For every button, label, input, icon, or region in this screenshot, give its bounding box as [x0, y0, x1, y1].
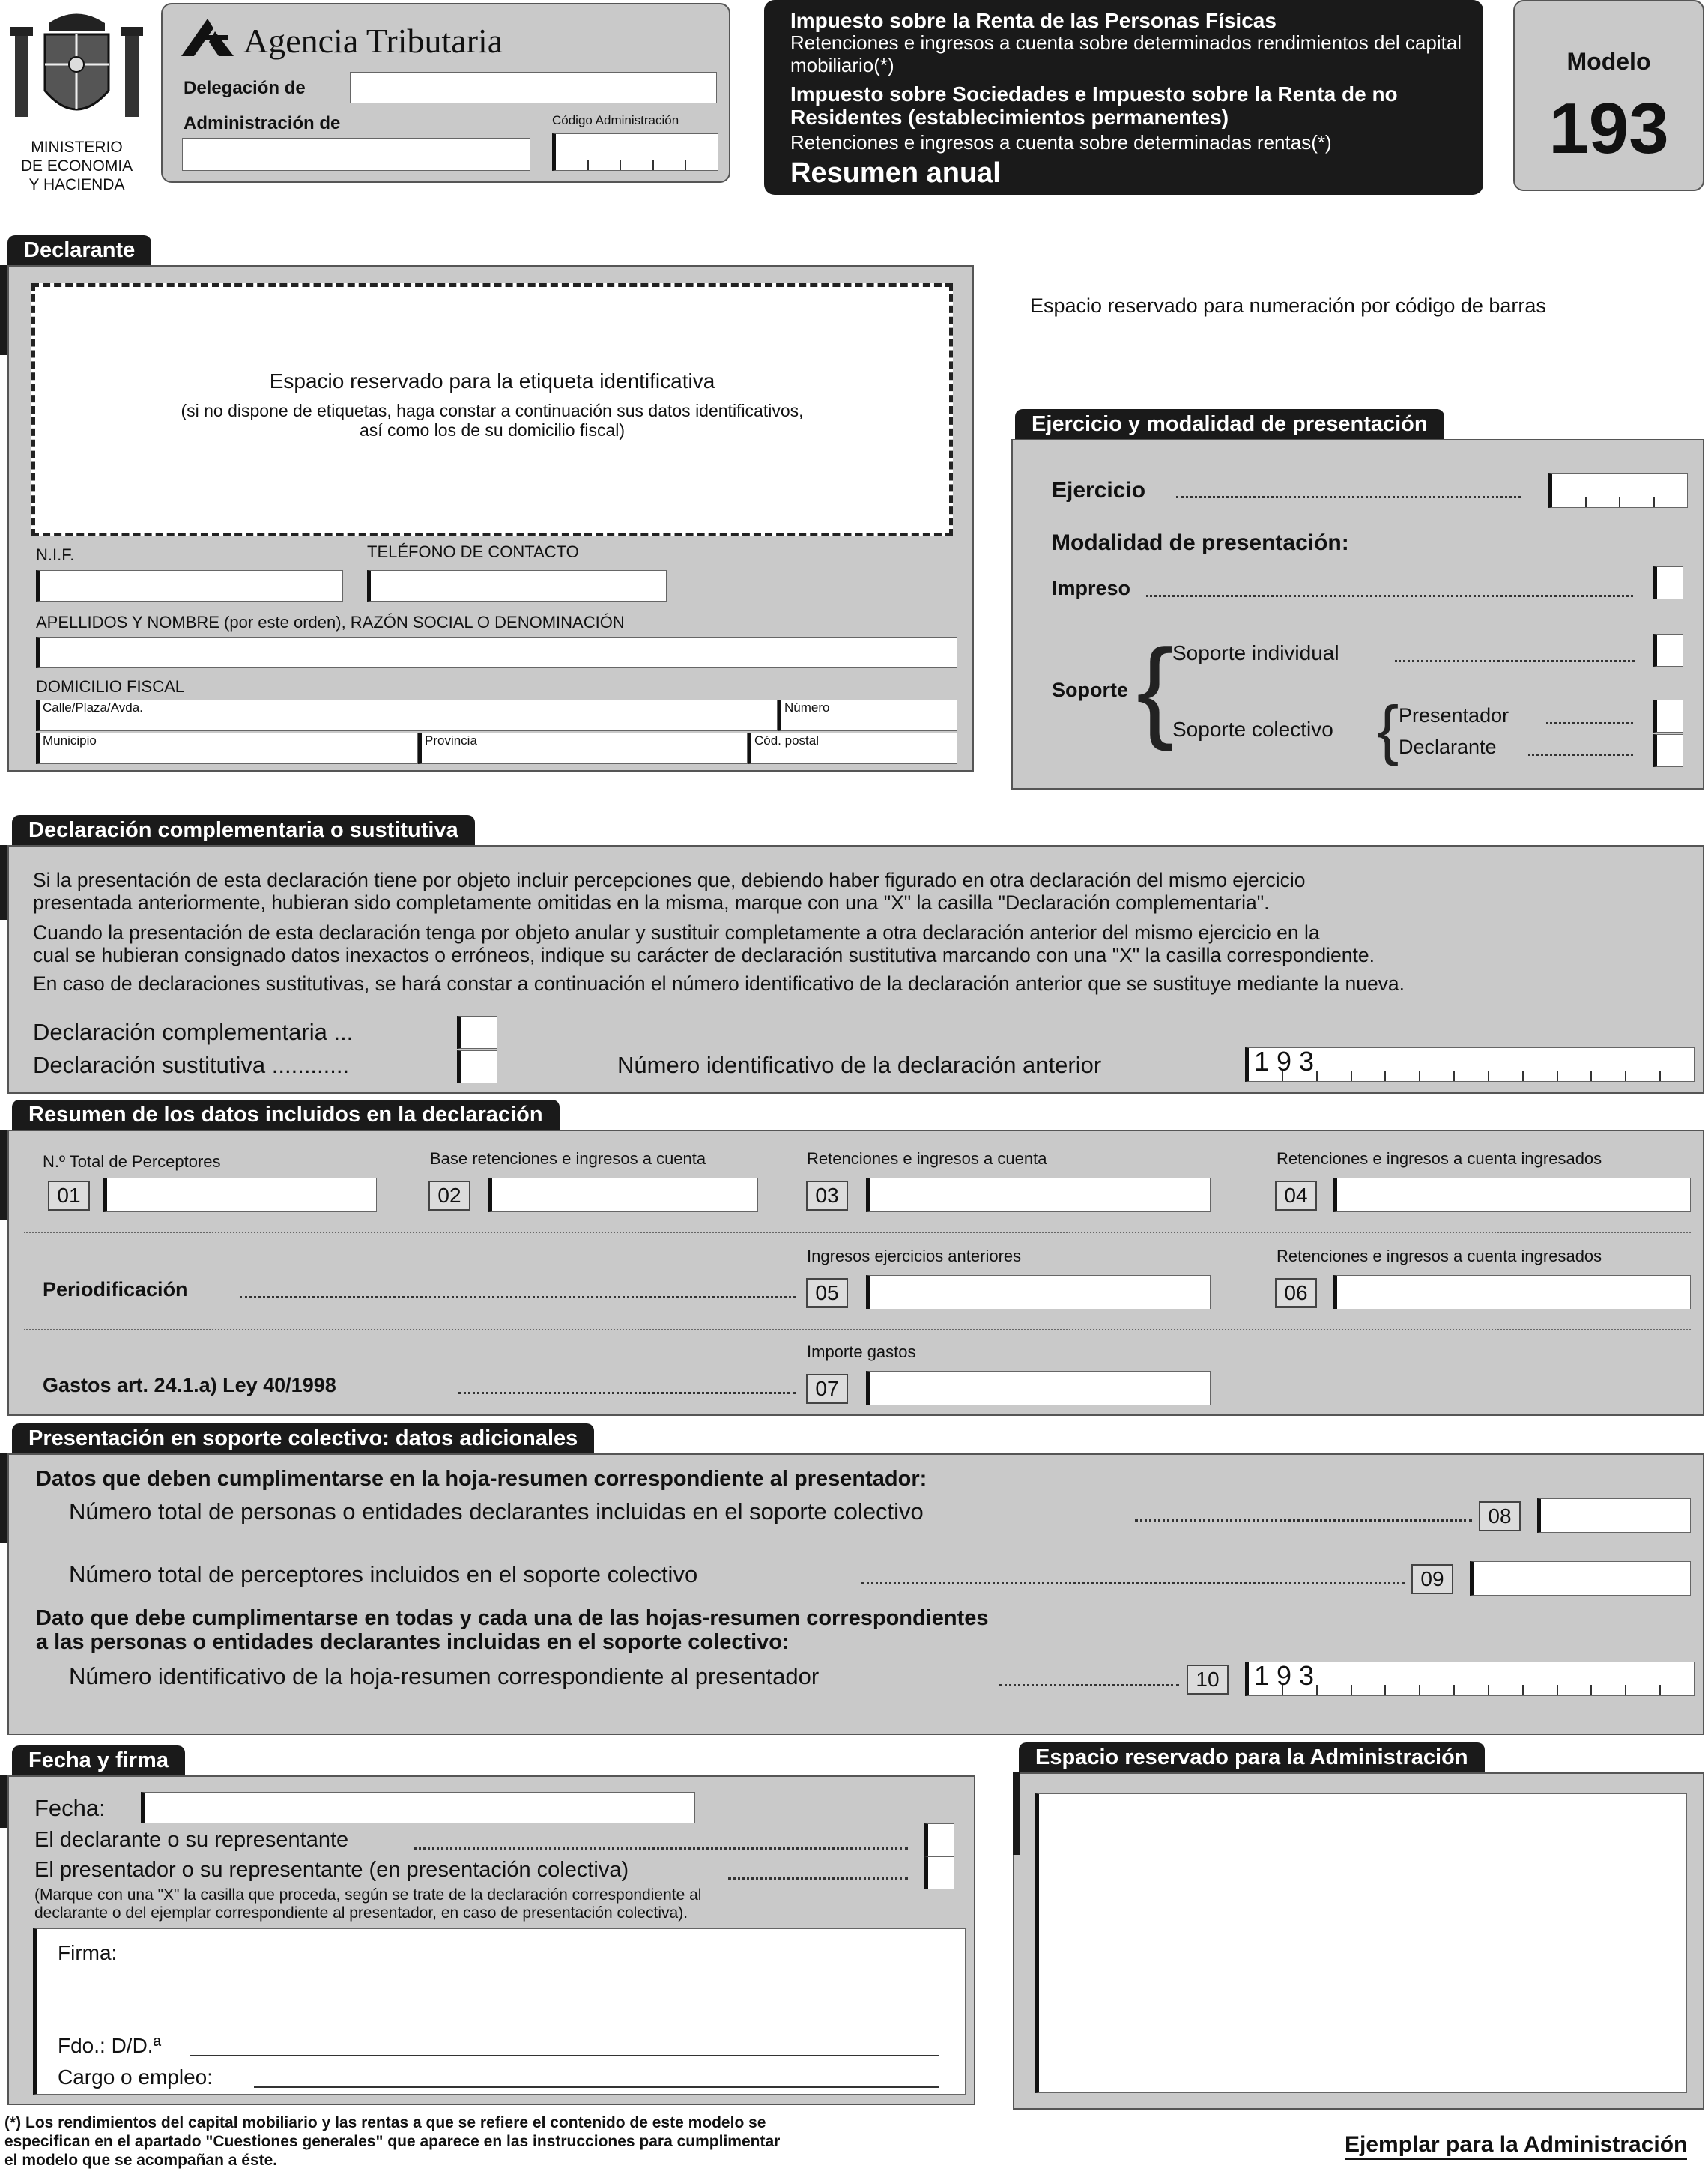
cargo-line — [254, 2086, 939, 2088]
modalidad-label: Modalidad de presentación: — [1052, 530, 1349, 555]
ejercicio-tab: Ejercicio y modalidad de presentación — [1015, 409, 1444, 440]
impreso-label: Impreso — [1052, 577, 1131, 599]
l09-field[interactable] — [1470, 1561, 1691, 1596]
retenciones-ingresados-label: Retenciones e ingresos a cuenta ingresados — [1277, 1149, 1602, 1168]
label-space-note-1: (si no dispone de etiquetas, haga constar a continuación sus datos identificativos, — [181, 401, 804, 420]
domicilio-label: DOMICILIO FISCAL — [36, 677, 185, 696]
ministry-line-1: MINISTERIO — [31, 139, 123, 156]
cargo-label: Cargo o empleo: — [58, 2065, 214, 2089]
ejercicio-label: Ejercicio — [1052, 478, 1146, 503]
declarante-section — [7, 265, 974, 772]
resumen-divider-1 — [24, 1232, 1691, 1233]
admin-reserved-space — [1035, 1793, 1687, 2093]
numero-label: Número — [784, 700, 830, 715]
l09-label: Número total de perceptores incluidos en el soporte colectivo — [69, 1561, 698, 1587]
colectivo-h2b: a las personas o entidades declarantes incluidas en el soporte colectivo: — [36, 1630, 790, 1654]
l10-prefix: 1 9 3 — [1254, 1660, 1315, 1691]
firma-tab: Fecha y firma — [12, 1745, 185, 1777]
apellidos-label: APELLIDOS Y NOMBRE (por este orden), RAZÓN SOCIAL O DENOMINACIÓN — [36, 613, 625, 632]
box-09: 09 — [1411, 1564, 1453, 1594]
codigo-admin-field[interactable] — [552, 133, 718, 171]
ingresos-anteriores-label: Ingresos ejercicios anteriores — [807, 1247, 1022, 1265]
impreso-leader — [1146, 595, 1633, 597]
presentador-label: Presentador — [1399, 704, 1509, 727]
ministry-block — [0, 0, 154, 202]
complementaria-p2b: cual se hubieran consignado datos inexactos o erróneos, indique su carácter de declaración sustitutiva marcando con una "X" la casilla correspondiente. — [33, 944, 1375, 966]
firma-declarante-leader — [414, 1847, 908, 1850]
colectivo-brace: { — [1377, 692, 1399, 766]
telefono-label: TELÉFONO DE CONTACTO — [367, 542, 579, 561]
resumen-anual: Resumen anual — [790, 157, 1001, 189]
periodificacion-label: Periodificación — [43, 1278, 188, 1301]
fdo-label: Fdo.: D/D.ª — [58, 2034, 161, 2057]
resumen-tab: Resumen de los datos incluidos en la declaración — [12, 1100, 560, 1131]
retenciones-ingresados-field[interactable] — [1333, 1178, 1691, 1212]
complementaria-p1a: Si la presentación de esta declaración tiene por objeto incluir percepciones que, debiendo haber figurado en otra declaración del mismo ejercicio — [33, 869, 1306, 891]
resumen-left-bar — [0, 1130, 7, 1220]
numero-field[interactable] — [778, 700, 957, 731]
total-perceptores-field[interactable] — [103, 1178, 377, 1212]
agency-logo-icon — [178, 15, 237, 58]
fecha-field[interactable] — [141, 1792, 695, 1823]
ministry-line-2: DE ECONOMIA — [20, 157, 133, 175]
colectivo-left-bar — [0, 1453, 7, 1543]
l08-label: Número total de personas o entidades declarantes incluidas en el soporte colectivo — [69, 1498, 924, 1524]
colectivo-h1: Datos que deben cumplimentarse en la hoja-resumen correspondiente al presentador: — [36, 1467, 927, 1491]
modelo-panel — [1513, 0, 1704, 191]
codigo-admin-label: Código Administración — [552, 113, 679, 127]
colectivo-tab: Presentación en soporte colectivo: datos adicionales — [12, 1423, 594, 1455]
municipio-field[interactable] — [36, 733, 418, 764]
delegacion-label: Delegación de — [184, 78, 306, 98]
gastos-label: Gastos art. 24.1.a) Ley 40/1998 — [43, 1374, 336, 1396]
agency-name: Agencia Tributaria — [243, 22, 503, 60]
provincia-label: Provincia — [425, 733, 477, 748]
firma-declarante-label: El declarante o su representante — [34, 1828, 349, 1852]
impreso-checkbox[interactable] — [1653, 566, 1683, 599]
ejercicio-field[interactable] — [1548, 473, 1688, 508]
modelo-number: 193 — [1548, 88, 1669, 169]
box-03: 03 — [806, 1181, 848, 1211]
footer-note-1: (*) Los rendimientos del capital mobiliario y las rentas a que se refiere el contenido de este modelo se — [4, 2114, 766, 2131]
administracion-field[interactable] — [182, 138, 530, 171]
base-label: Base retenciones e ingresos a cuenta — [430, 1149, 706, 1168]
declarante-checkbox[interactable] — [1653, 734, 1683, 767]
soporte-label: Soporte — [1052, 679, 1129, 701]
firma-note-2: declarante o del ejemplar correspondiente al presentador, en caso de presentación colectiva). — [34, 1904, 688, 1922]
admin-section — [1013, 1772, 1704, 2110]
tax-title-panel — [764, 0, 1483, 195]
complementaria-p1b: presentada anteriormente, hubieran sido completamente omitidas en la misma, marque con una "X" la casilla "Declaración complementaria". — [33, 891, 1270, 914]
gastos-leader — [458, 1392, 796, 1394]
complementaria-tab: Declaración complementaria o sustitutiva — [12, 815, 475, 847]
resumen-section — [7, 1130, 1704, 1416]
sustitutiva-checkbox[interactable] — [457, 1050, 497, 1083]
complementaria-checkbox[interactable] — [457, 1016, 497, 1049]
nif-field[interactable] — [36, 570, 343, 602]
admin-tab: Espacio reservado para la Administración — [1019, 1742, 1485, 1774]
cod-postal-field[interactable] — [748, 733, 957, 764]
presentador-leader — [1546, 722, 1633, 724]
declarante-tab: Declarante — [7, 235, 151, 267]
presentador-checkbox[interactable] — [1653, 700, 1683, 733]
apellidos-field[interactable] — [36, 637, 957, 668]
soporte-brace: { — [1136, 626, 1175, 751]
ejercicio-leader — [1176, 496, 1521, 498]
soporte-individual-label: Soporte individual — [1172, 641, 1339, 664]
box-07: 07 — [806, 1374, 848, 1404]
modelo-label: Modelo — [1566, 48, 1651, 75]
ministry-line-3: Y HACIENDA — [28, 176, 125, 193]
agency-panel — [161, 3, 730, 183]
base-field[interactable] — [488, 1178, 758, 1212]
complementaria-p2a: Cuando la presentación de esta declaración tenga por objeto anular y sustituir completamente a otra declaración anterior del mismo ejercicio en la — [33, 921, 1320, 944]
calle-label: Calle/Plaza/Avda. — [43, 700, 143, 715]
delegacion-field[interactable] — [350, 72, 717, 103]
municipio-label: Municipio — [43, 733, 97, 748]
box-02: 02 — [428, 1181, 470, 1211]
footer-note-3: el modelo que se acompañan a éste. — [4, 2152, 278, 2169]
retenciones-ingresados-2-label: Retenciones e ingresos a cuenta ingresados — [1277, 1247, 1602, 1265]
l08-field[interactable] — [1537, 1498, 1691, 1533]
fdo-line — [190, 2055, 939, 2056]
colectivo-section — [7, 1453, 1704, 1735]
declarante-left-bar — [0, 265, 7, 355]
importe-gastos-field[interactable] — [866, 1371, 1211, 1405]
importe-gastos-label: Importe gastos — [807, 1342, 916, 1361]
tax-title-1: Impuesto sobre la Renta de las Personas Físicas — [790, 9, 1277, 32]
firma-presentador-label: El presentador o su representante (en presentación colectiva) — [34, 1858, 629, 1882]
admin-left-bar — [1013, 1772, 1020, 1855]
box-08: 08 — [1479, 1501, 1521, 1531]
tax-sub-1: Retenciones e ingresos a cuenta sobre determinados rendimientos del capital mobiliario(*) — [790, 31, 1462, 76]
periodificacion-leader — [240, 1296, 796, 1298]
complementaria-label: Declaración complementaria ... — [33, 1019, 354, 1045]
declarante-leader — [1528, 754, 1633, 756]
l09-leader — [861, 1582, 1405, 1584]
l10-leader — [999, 1684, 1179, 1686]
retenciones-label: Retenciones e ingresos a cuenta — [807, 1149, 1047, 1168]
box-01: 01 — [48, 1181, 90, 1211]
retenciones-field[interactable] — [866, 1178, 1211, 1212]
soporte-individual-checkbox[interactable] — [1653, 634, 1683, 667]
declarante-mod-label: Declarante — [1399, 736, 1497, 758]
ingresos-anteriores-field[interactable] — [866, 1275, 1211, 1309]
firma-left-bar — [0, 1775, 7, 1828]
telefono-field[interactable] — [367, 570, 667, 602]
firma-declarante-checkbox[interactable] — [924, 1823, 954, 1856]
l10-label: Número identificativo de la hoja-resumen correspondiente al presentador — [69, 1663, 820, 1689]
retenciones-ingresados-2-field[interactable] — [1333, 1275, 1691, 1309]
numero-anterior-prefix: 1 9 3 — [1254, 1046, 1315, 1077]
label-space — [31, 283, 953, 536]
barcode-note: Espacio reservado para numeración por código de barras — [1030, 294, 1546, 317]
complementaria-left-bar — [0, 845, 7, 920]
nif-label: N.I.F. — [36, 545, 75, 564]
label-space-title: Espacio reservado para la etiqueta identificativa — [269, 369, 715, 393]
box-10: 10 — [1187, 1665, 1229, 1695]
firma-section — [7, 1775, 975, 2105]
label-space-note-2: así como los de su domicilio fiscal) — [359, 420, 626, 440]
complementaria-section — [7, 845, 1704, 1094]
signature-box[interactable] — [33, 1928, 966, 2095]
tax-sub-2: Retenciones e ingresos a cuenta sobre determinadas rentas(*) — [790, 131, 1332, 154]
sustitutiva-label: Declaración sustitutiva ............ — [33, 1052, 350, 1078]
tax-title-2: Impuesto sobre Sociedades e Impuesto sobre la Renta de no Residentes (establecimientos permanentes) — [790, 82, 1398, 129]
calle-field[interactable] — [36, 700, 778, 731]
firma-presentador-checkbox[interactable] — [924, 1856, 954, 1889]
footer-note-2: especifican en el apartado "Cuestiones generales" que aparece en las instrucciones para cumplimentar — [4, 2133, 781, 2150]
fecha-label: Fecha: — [34, 1795, 106, 1821]
ejercicio-section — [1011, 439, 1704, 790]
cod-postal-label: Cód. postal — [754, 733, 819, 748]
l08-leader — [1135, 1519, 1472, 1522]
numero-anterior-label: Número identificativo de la declaración anterior — [617, 1052, 1102, 1078]
total-perceptores-label: N.º Total de Perceptores — [43, 1152, 221, 1171]
provincia-field[interactable] — [418, 733, 748, 764]
administracion-label: Administración de — [184, 113, 341, 133]
resumen-divider-2 — [24, 1329, 1691, 1330]
ejemplar-label: Ejemplar para la Administración — [1345, 2132, 1687, 2160]
box-05: 05 — [806, 1278, 848, 1308]
soporte-colectivo-label: Soporte colectivo — [1172, 718, 1333, 741]
box-06: 06 — [1275, 1278, 1317, 1308]
coat-of-arms-icon — [7, 4, 146, 136]
firma-note-1: (Marque con una "X" la casilla que proceda, según se trate de la declaración correspondiente al — [34, 1886, 702, 1904]
soporte-individual-leader — [1395, 660, 1635, 662]
firma-presentador-leader — [728, 1877, 908, 1880]
box-04: 04 — [1275, 1181, 1317, 1211]
colectivo-h2a: Dato que debe cumplimentarse en todas y cada una de las hojas-resumen correspondientes — [36, 1606, 989, 1630]
firma-label: Firma: — [58, 1941, 118, 1964]
complementaria-p3: En caso de declaraciones sustitutivas, se hará constar a continuación el número identificativo de la declaración anterior que se sustituye mediante la nueva. — [33, 972, 1405, 995]
